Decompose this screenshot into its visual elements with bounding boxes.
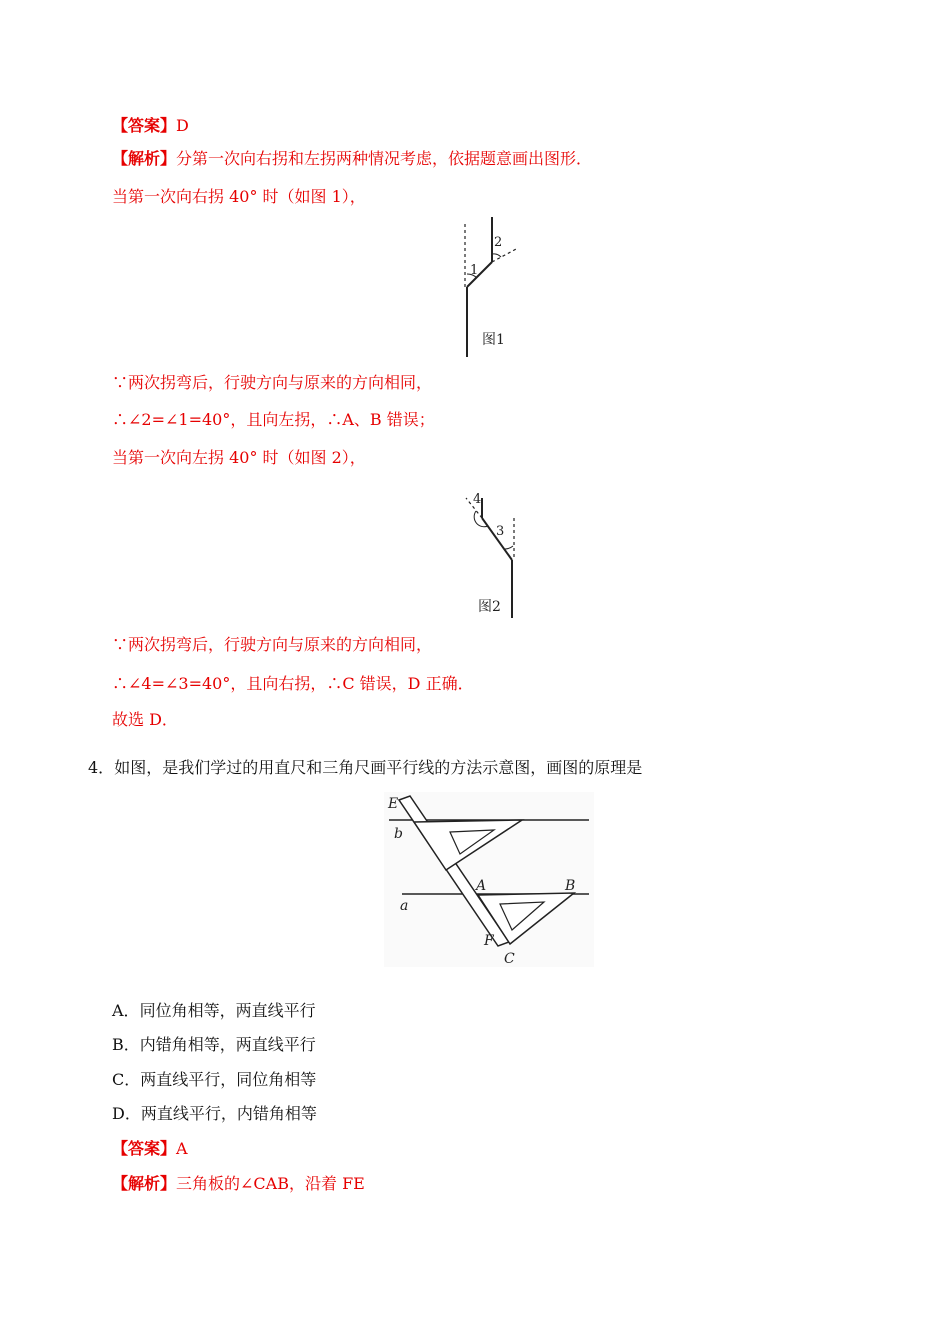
figure-2-diagram xyxy=(456,478,536,623)
fig1-angle2-label: 2 xyxy=(494,235,503,250)
analysis-label: 【解析】 xyxy=(112,1174,177,1193)
question-number: 4． xyxy=(88,758,115,777)
question-text: 如图，是我们学过的用直尺和三角尺画平行线的方法示意图，画图的原理是 xyxy=(114,758,643,777)
answer-label: 【答案】 xyxy=(112,116,177,135)
ruler-set-square-diagram xyxy=(384,792,594,967)
option-text: 同位角相等，两直线平行 xyxy=(139,1001,316,1020)
label-b: b xyxy=(394,826,403,842)
therefore2-text: ∴∠4=∠3=40°，且向右拐，∴C 错误，D 正确． xyxy=(112,674,474,693)
fig1-dashed-extension-2 xyxy=(492,248,518,262)
fig2-caption: 图2 xyxy=(478,599,501,615)
answer-line-4 xyxy=(112,1138,188,1160)
since1-text: ∵两次拐弯后，行驶方向与原来的方向相同， xyxy=(112,373,433,392)
therefore1-text: ∴∠2=∠1=40°，且向左拐，∴A、B 错误； xyxy=(112,410,435,429)
option-letter: A． xyxy=(112,1001,140,1020)
option-letter: C． xyxy=(112,1070,141,1089)
answer-line-3 xyxy=(112,115,189,137)
since2-text: ∵两次拐弯后，行驶方向与原来的方向相同， xyxy=(112,635,433,654)
option-text: 内错角相等，两直线平行 xyxy=(139,1035,316,1054)
label-b-point: B xyxy=(565,878,576,894)
label-f: F xyxy=(484,933,494,949)
option-a[interactable] xyxy=(112,1000,316,1022)
analysis-label: 【解析】 xyxy=(112,149,177,168)
option-text: 两直线平行，内错角相等 xyxy=(140,1104,317,1123)
analysis-text: 分第一次向右拐和左拐两种情况考虑，依据题意画出图形． xyxy=(176,149,593,168)
fig1-angle2-arc xyxy=(492,254,501,257)
fig1-caption: 图1 xyxy=(482,332,505,348)
option-c[interactable] xyxy=(112,1069,316,1091)
option-b[interactable] xyxy=(112,1034,316,1056)
case1-text: 当第一次向右拐 40° 时（如图 1）， xyxy=(112,187,366,206)
option-letter: D． xyxy=(112,1104,141,1123)
answer-value: D xyxy=(176,116,189,135)
answer-value: A xyxy=(176,1139,188,1158)
label-c: C xyxy=(504,951,515,967)
question-4 xyxy=(88,757,642,779)
answer-label: 【答案】 xyxy=(112,1139,177,1158)
fig2-angle3-arc xyxy=(504,546,513,549)
fig1-angle1-label: 1 xyxy=(470,263,479,278)
label-a-point: A xyxy=(476,878,487,894)
option-d[interactable] xyxy=(112,1103,317,1125)
analysis-line-4 xyxy=(112,1173,365,1195)
label-a: a xyxy=(400,898,409,914)
label-e: E xyxy=(388,796,399,812)
conclusion-text: 故选 D． xyxy=(112,710,178,729)
fig2-angle4-label: 4 xyxy=(473,492,482,507)
analysis-text: 三角板的∠CAB，沿着 FE xyxy=(176,1174,365,1193)
option-letter: B． xyxy=(112,1035,140,1054)
analysis-line-3 xyxy=(112,148,592,170)
case2-text: 当第一次向左拐 40° 时（如图 2）， xyxy=(112,448,366,467)
figure-1-diagram xyxy=(440,212,530,362)
fig2-angle3-label: 3 xyxy=(496,524,505,539)
option-text: 两直线平行，同位角相等 xyxy=(140,1070,317,1089)
